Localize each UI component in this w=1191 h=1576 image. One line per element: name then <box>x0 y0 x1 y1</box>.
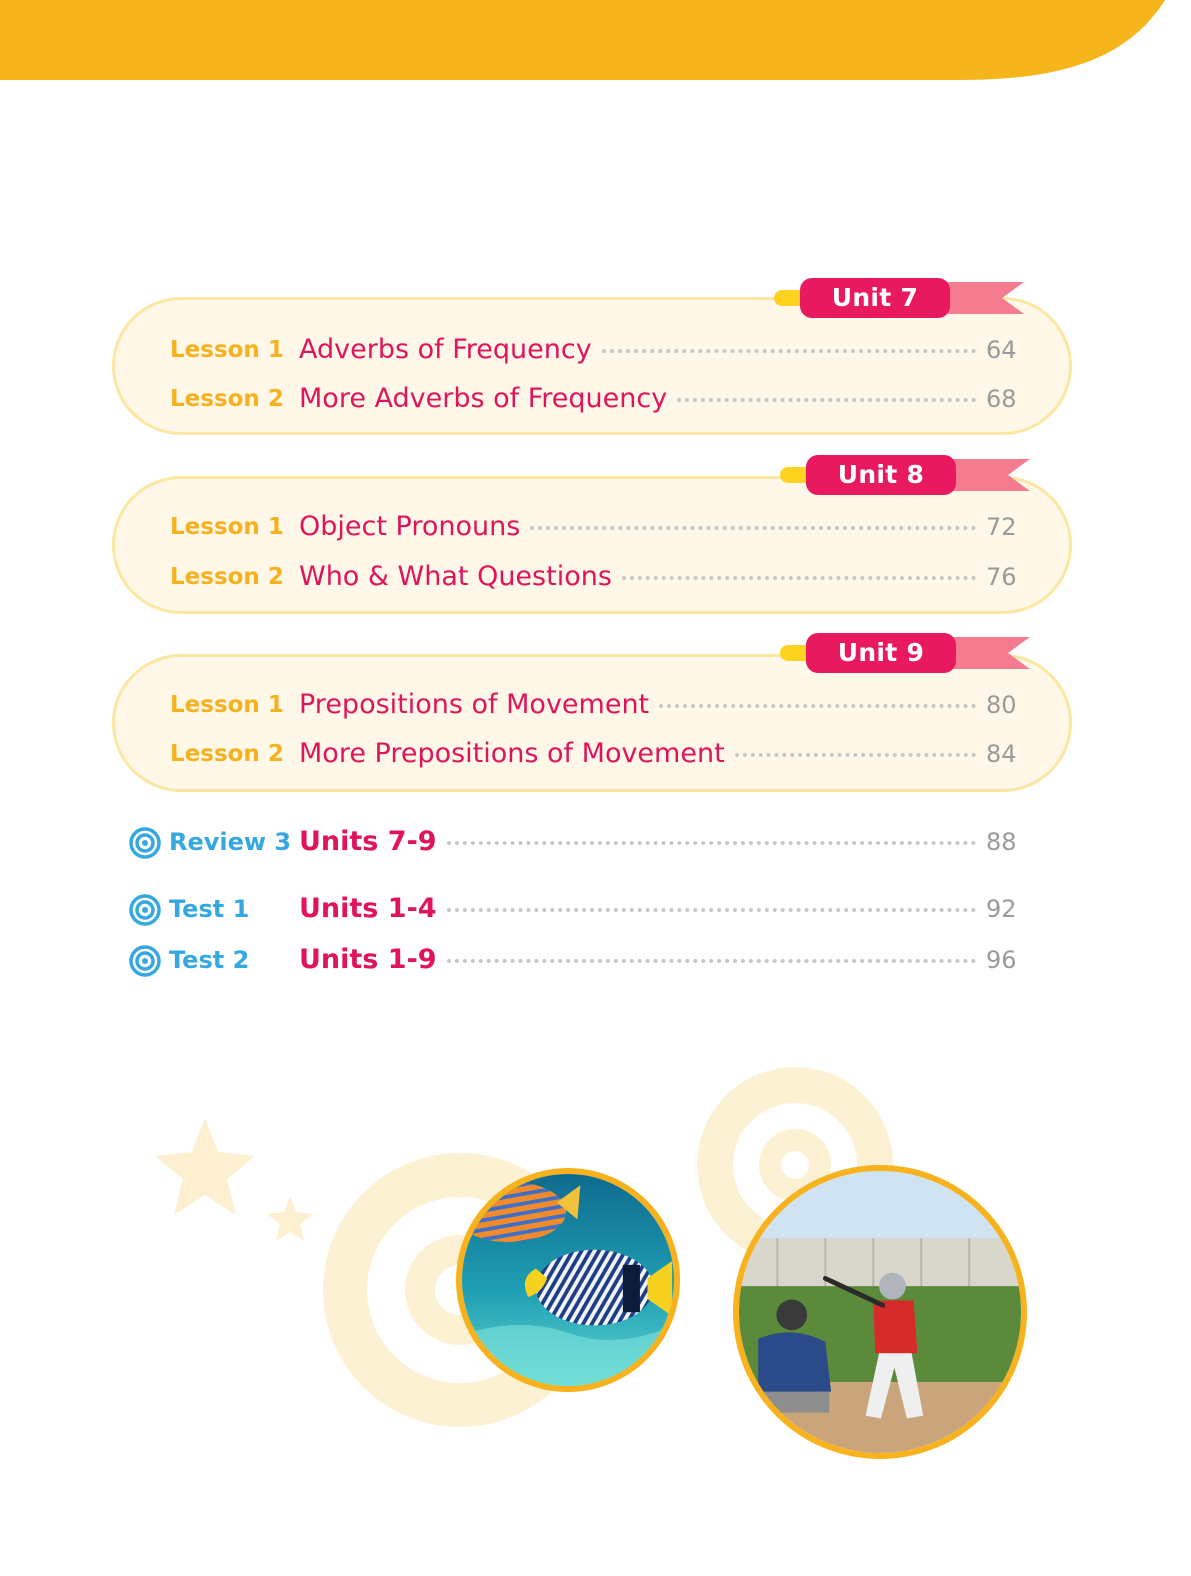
unit-7-tab <box>774 278 1034 328</box>
page-number: 68 <box>986 385 1017 413</box>
lesson-title[interactable]: Prepositions of Movement <box>299 689 650 720</box>
lesson-label: Lesson 2 <box>170 741 284 767</box>
ribbon-icon <box>950 631 1040 675</box>
ribbon-icon <box>944 276 1034 320</box>
unit-8-tab <box>780 455 1040 505</box>
lesson-title[interactable]: More Adverbs of Frequency <box>299 383 668 414</box>
star-icon <box>155 1118 255 1215</box>
toc-row-unit9-lesson1[interactable] <box>0 685 1191 725</box>
target-icon <box>128 893 162 927</box>
unit-9-tab <box>780 633 1040 683</box>
page-number: 76 <box>986 563 1017 591</box>
toc-row-test-2[interactable] <box>0 940 1191 980</box>
page-number: 92 <box>986 895 1017 923</box>
page-number: 88 <box>986 828 1017 856</box>
toc-row-review-3[interactable] <box>0 822 1191 862</box>
test-label: Test 2 <box>169 946 250 974</box>
lesson-label: Lesson 2 <box>170 386 284 412</box>
lesson-title[interactable]: Object Pronouns <box>299 511 521 542</box>
lesson-title[interactable]: Who & What Questions <box>299 561 612 592</box>
toc-row-unit8-lesson2[interactable] <box>0 557 1191 597</box>
toc-row-unit9-lesson2[interactable] <box>0 734 1191 774</box>
lesson-label: Lesson 1 <box>170 692 284 718</box>
test-label: Test 1 <box>169 895 250 923</box>
baseball-illustration <box>739 1171 1021 1453</box>
ribbon-icon <box>950 453 1040 497</box>
page-number: 72 <box>986 513 1017 541</box>
lesson-title[interactable]: More Prepositions of Movement <box>299 738 725 769</box>
baseball-game-photo <box>733 1165 1027 1459</box>
page-number: 64 <box>986 336 1017 364</box>
page-number: 96 <box>986 946 1017 974</box>
lesson-label: Lesson 2 <box>170 564 284 590</box>
review-title[interactable]: Units 7-9 <box>299 826 437 857</box>
fish-illustration <box>462 1174 674 1386</box>
unit-9-label: Unit 9 <box>806 633 956 673</box>
toc-row-unit7-lesson2[interactable] <box>0 379 1191 419</box>
lesson-title[interactable]: Adverbs of Frequency <box>299 334 592 365</box>
lesson-label: Lesson 1 <box>170 337 284 363</box>
tropical-fish-photo <box>456 1168 680 1392</box>
lesson-label: Lesson 1 <box>170 514 284 540</box>
review-label: Review 3 <box>169 828 292 856</box>
test-title[interactable]: Units 1-9 <box>299 944 437 975</box>
toc-row-unit7-lesson1[interactable] <box>0 330 1191 370</box>
toc-row-unit8-lesson1[interactable] <box>0 507 1191 547</box>
unit-7-label: Unit 7 <box>800 278 950 318</box>
target-icon <box>128 826 162 860</box>
top-banner <box>0 0 1191 90</box>
test-title[interactable]: Units 1-4 <box>299 893 437 924</box>
page-number: 80 <box>986 691 1017 719</box>
star-icon <box>267 1196 313 1241</box>
unit-8-label: Unit 8 <box>806 455 956 495</box>
toc-row-test-1[interactable] <box>0 889 1191 929</box>
page-number: 84 <box>986 740 1017 768</box>
target-icon <box>128 944 162 978</box>
